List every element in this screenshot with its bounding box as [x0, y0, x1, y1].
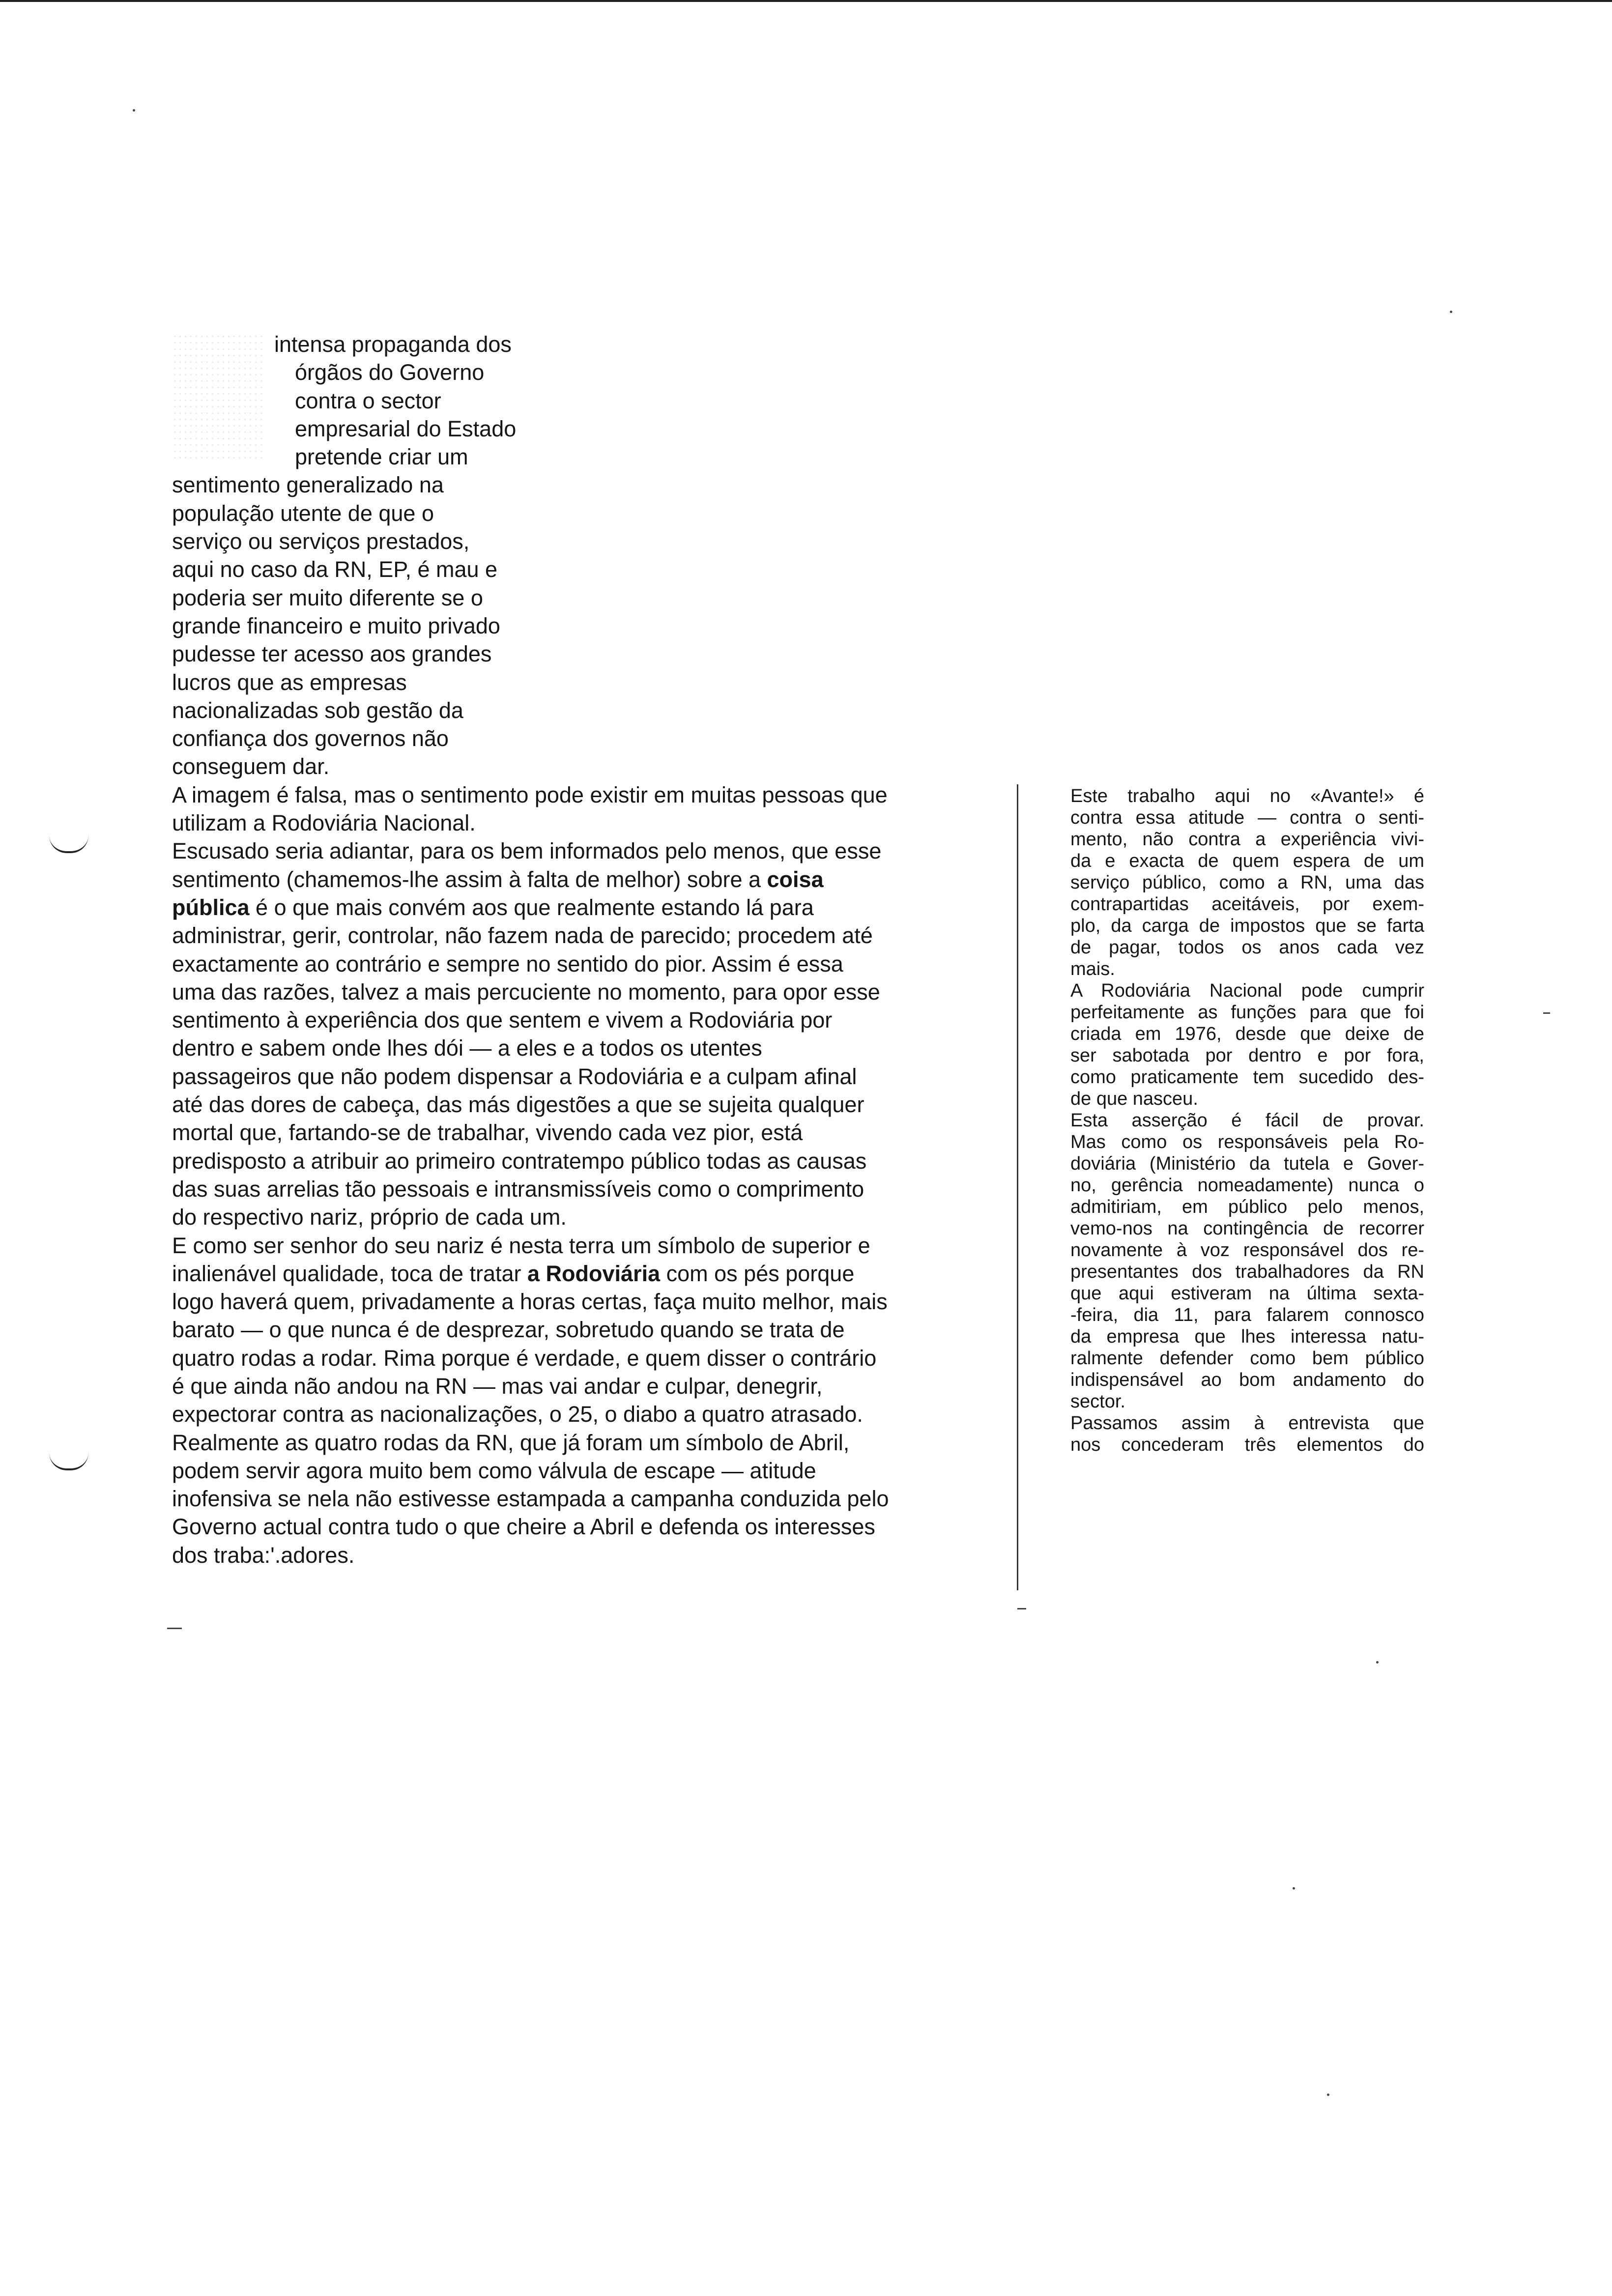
scan-dash [1017, 1608, 1026, 1609]
binder-hole-mark-top [49, 835, 88, 853]
text-line: população utente de que o [172, 500, 434, 526]
text-line: administrar, gerir, controlar, não fazem nada de parecido; procedem até [172, 923, 873, 948]
text-line: mento, não contra a experiência vivi- [1070, 829, 1424, 850]
text-line: utilizam a Rodoviária Nacional. [172, 810, 476, 836]
text-line: Este trabalho aqui no «Avante!» é [1070, 786, 1424, 806]
text-line: grande financeiro e muito privado [172, 613, 500, 638]
text-line: uma das razões, talvez a mais percuciente no momento, para opor esse [172, 979, 880, 1004]
drop-cap-faded [172, 333, 265, 461]
text-line: E como ser senhor do seu nariz é nesta terra um símbolo de superior e [172, 1233, 870, 1258]
paragraph [1051, 980, 1424, 1110]
text-line: plo, da carga de impostos que se farta [1070, 916, 1424, 936]
bold-phrase: a Rodoviária [527, 1261, 661, 1286]
text-line: conseguem dar. [172, 754, 330, 779]
text-line: perfeitamente as funções para que foi [1070, 1002, 1424, 1023]
text-line: ralmente defender como bem público [1070, 1348, 1424, 1369]
text-line: Esta asserção é fácil de provar. [1070, 1110, 1424, 1131]
text-line: exactamente ao contrário e sempre no sentido do pior. Assim é essa [172, 951, 843, 976]
text-line: Mas como os responsáveis pela Ro- [1070, 1132, 1424, 1152]
text-line: presentantes dos trabalhadores da RN [1070, 1262, 1424, 1282]
text-run: é o que mais convém aos que realmente estando lá para [256, 894, 814, 920]
text-line: empresarial do Estado [295, 416, 517, 441]
paragraph [1051, 1110, 1424, 1412]
text-line: nacionalizadas sob gestão da [172, 697, 463, 723]
text-line: nos concederam três elementos do [1070, 1435, 1424, 1455]
scan-dash [1543, 1012, 1550, 1014]
text-run: com os pés porque [666, 1261, 855, 1286]
bold-phrase: pública [172, 894, 250, 920]
top-border-line [0, 0, 1612, 2]
text-line [172, 1260, 988, 1288]
text-line: órgãos do Governo [295, 360, 485, 385]
text-line: Passamos assim à entrevista que [1070, 1413, 1424, 1434]
text-line: inofensiva se nela não estivesse estampada a campanha conduzida pelo [172, 1486, 889, 1512]
text-line: passageiros que não podem dispensar a Rodoviária e a culpam afinal [172, 1063, 857, 1089]
text-line: A Rodoviária Nacional pode cumprir [1070, 980, 1424, 1001]
main-article-column [172, 330, 988, 1569]
text-line: poderia ser muito diferente se o [172, 585, 483, 610]
text-line: doviária (Ministério da tutela e Gover- [1070, 1153, 1424, 1174]
text-line: ser sabotada por dentro e por fora, [1070, 1045, 1424, 1066]
text-line: intensa propaganda dos [274, 332, 512, 357]
text-run: inalienável qualidade, toca de tratar [172, 1261, 521, 1286]
side-article-column [1051, 785, 1424, 1456]
text-run: sentimento (chamemos-lhe assim à falta de melhor) sobre a [172, 866, 761, 892]
text-line [172, 893, 988, 921]
text-line: admitiriam, em público pelo menos, [1070, 1197, 1424, 1217]
text-line: logo haverá quem, privadamente a horas certas, faça muito melhor, mais [172, 1289, 888, 1315]
text-line: sector. [1070, 1391, 1125, 1412]
text-line: contra essa atitude — contra o senti- [1070, 807, 1424, 828]
text-line: de que nasceu. [1070, 1089, 1198, 1109]
paragraph [1051, 1412, 1424, 1456]
text-line: dos traba:'.adores. [172, 1542, 355, 1568]
text-line: Realmente as quatro rodas da RN, que já foram um símbolo de Abril, [172, 1430, 850, 1455]
text-line: expectorar contra as nacionalizações, o 25, o diabo a quatro atrasado. [172, 1402, 863, 1427]
text-line: indispensável ao bom andamento do [1070, 1370, 1424, 1390]
text-line: até das dores de cabeça, das más digestões a que se sujeita qualquer [172, 1092, 864, 1118]
text-line: sentimento generalizado na [172, 472, 444, 498]
scan-dash [167, 1628, 182, 1629]
paragraph [1051, 785, 1424, 980]
text-line: novamente à voz responsável dos re- [1070, 1240, 1424, 1261]
text-line: -feira, dia 11, para falarem connosco [1070, 1305, 1424, 1325]
text-line: vemo-nos na contingência de recorrer [1070, 1218, 1424, 1239]
text-line: barato — o que nunca é de desprezar, sobretudo quando se trata de [172, 1317, 845, 1343]
text-line: mais. [1070, 959, 1115, 979]
scan-speck [1293, 1887, 1295, 1890]
text-line: contrapartidas aceitáveis, por exem- [1070, 894, 1424, 915]
text-line: sentimento à experiência dos que sentem e vivem a Rodoviária por [172, 1007, 833, 1033]
text-line: da e exacta de quem espera de um [1070, 851, 1424, 871]
text-line: quatro rodas a rodar. Rima porque é verdade, e quem disser o contrário [172, 1345, 877, 1371]
text-line: dentro e sabem onde lhes dói — a eles e a todos os utentes [172, 1035, 762, 1061]
text-line: no, gerência nomeadamente) nunca o [1070, 1175, 1424, 1196]
text-line: Escusado seria adiantar, para os bem informados pelo menos, que esse [172, 838, 882, 864]
bold-phrase: coisa [767, 866, 824, 892]
text-line: criada em 1976, desde que deixe de [1070, 1024, 1424, 1044]
text-line: de pagar, todos os anos cada vez [1070, 937, 1424, 958]
text-line: como praticamente tem sucedido des- [1070, 1067, 1424, 1088]
text-line: mortal que, fartando-se de trabalhar, vivendo cada vez pior, está [172, 1120, 803, 1146]
column-divider-rule [1017, 784, 1018, 1590]
scan-speck [1327, 2094, 1329, 2096]
binder-hole-mark-bottom [49, 1453, 88, 1470]
text-line: é que ainda não andou na RN — mas vai andar e culpar, denegrir, [172, 1373, 823, 1399]
text-line: que aqui estiveram na última sexta- [1070, 1283, 1424, 1304]
text-line [172, 865, 988, 893]
text-line: predisposto a atribuir ao primeiro contratempo público todas as causas [172, 1148, 867, 1174]
text-line: serviço ou serviços prestados, [172, 529, 470, 554]
text-line: confiança dos governos não [172, 726, 449, 751]
text-line: da empresa que lhes interessa natu- [1070, 1326, 1424, 1347]
scan-speck [1376, 1661, 1379, 1664]
text-line: lucros que as empresas [172, 669, 407, 695]
text-line: aqui no caso da RN, EP, é mau e [172, 557, 498, 582]
text-line: das suas arrelias tão pessoais e intransmissíveis como o comprimento [172, 1176, 864, 1202]
text-line: do respectivo nariz, próprio de cada um. [172, 1205, 567, 1230]
text-line: A imagem é falsa, mas o sentimento pode existir em muitas pessoas que [172, 782, 888, 807]
text-line: podem servir agora muito bem como válvula de escape — atitude [172, 1458, 816, 1483]
text-line: contra o sector [295, 388, 441, 413]
scan-speck [133, 109, 135, 112]
scan-speck [1450, 311, 1452, 313]
text-line: Governo actual contra tudo o que cheire a Abril e defenda os interesses [172, 1514, 875, 1540]
text-line: pretende criar um [295, 444, 468, 470]
text-line: serviço público, como a RN, uma das [1070, 872, 1424, 893]
text-line: pudesse ter acesso aos grandes [172, 641, 492, 667]
